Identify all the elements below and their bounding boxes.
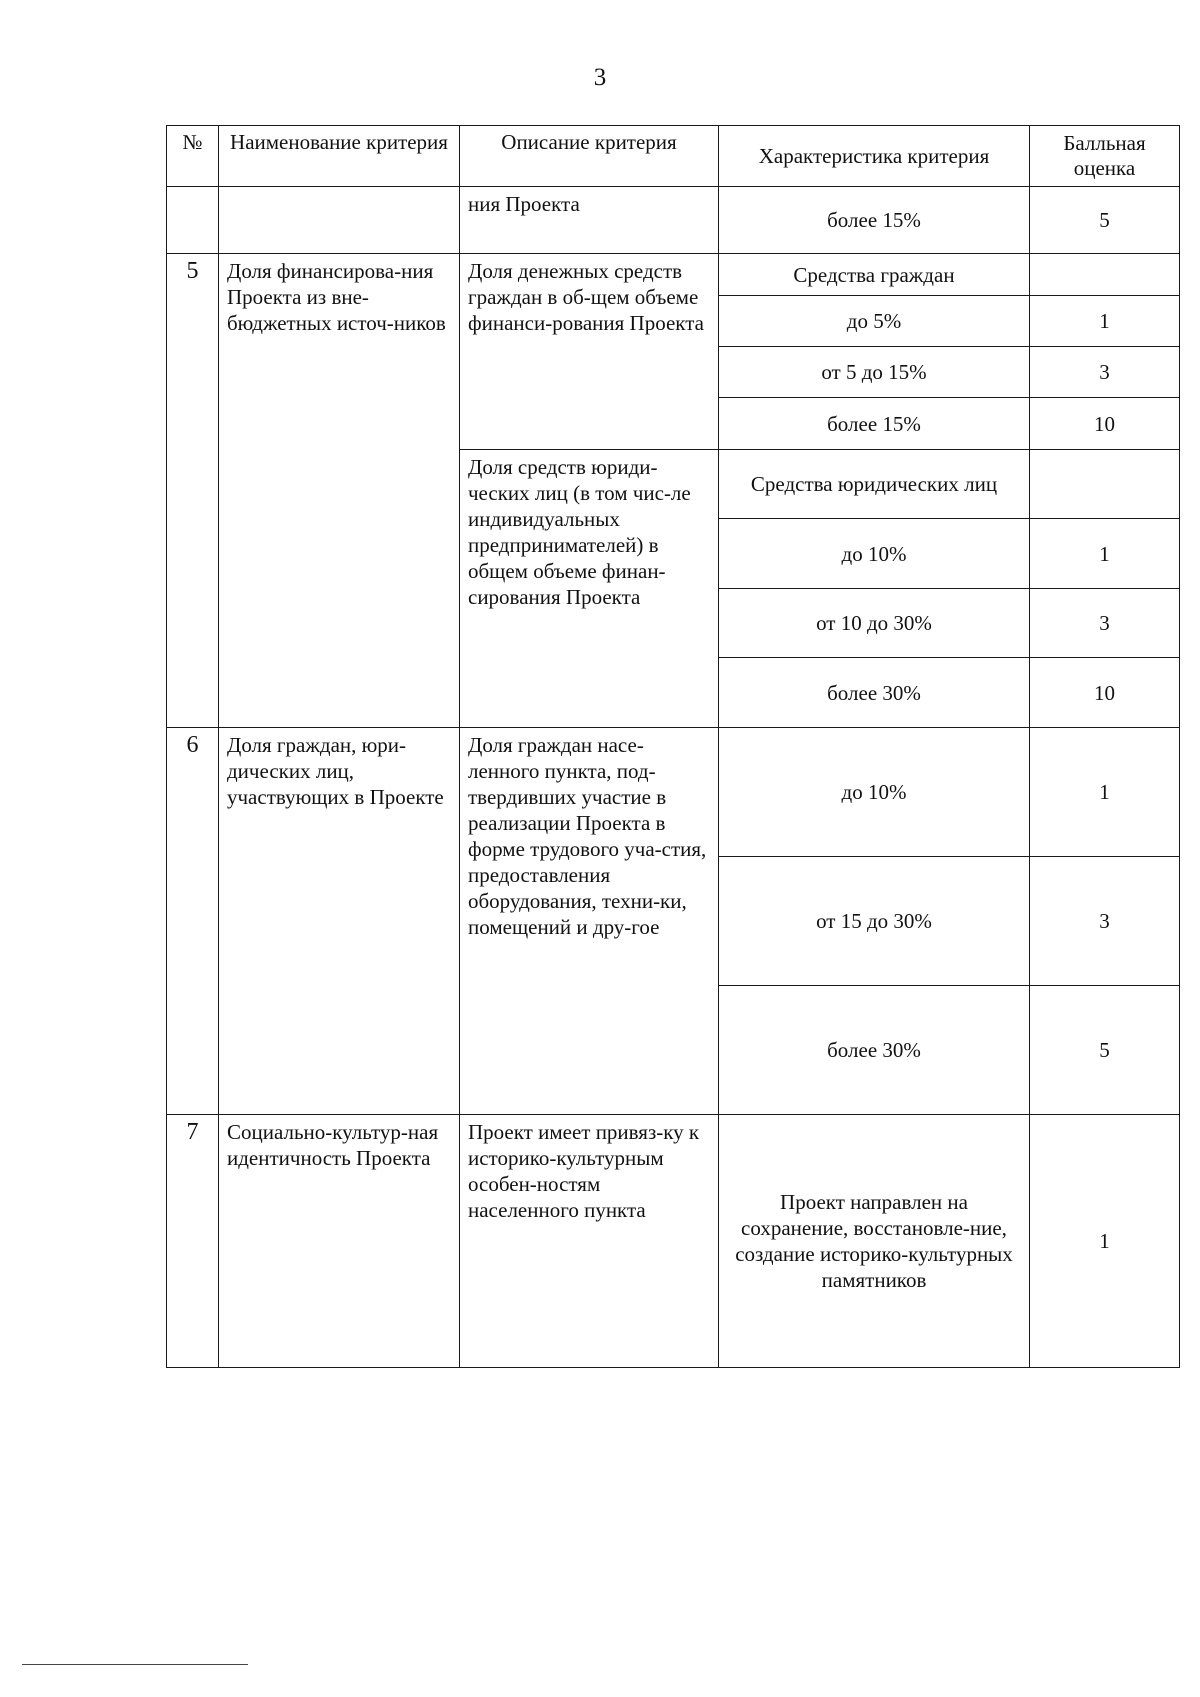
cell-characteristic: более 15% <box>719 187 1030 254</box>
cell-num <box>167 187 219 254</box>
cell-name <box>219 187 460 254</box>
cell-characteristic: от 5 до 15% <box>719 347 1030 398</box>
criterion-7-name: Социально-культур-ная идентичность Проекта <box>219 1115 460 1368</box>
cell-description: ния Проекта <box>460 187 719 254</box>
table-row <box>167 728 1180 857</box>
criterion-7-characteristic: Проект направлен на сохранение, восстановле-ние, создание историко-культурных памятников <box>719 1115 1030 1368</box>
criterion-5-group-2-description: Доля средств юриди-ческих лиц (в том чис-ле индивидуальных предпринимателей) в общем объеме финан-сирования Проекта <box>460 450 719 728</box>
cell-score: 10 <box>1030 658 1180 728</box>
cell-characteristic: от 15 до 30% <box>719 857 1030 986</box>
header-characteristic: Характеристика критерия <box>719 126 1030 187</box>
criterion-6-num: 6 <box>167 728 219 1115</box>
cell-score: 1 <box>1030 296 1180 347</box>
cell-characteristic: до 10% <box>719 728 1030 857</box>
criterion-7-description: Проект имеет привяз-ку к историко-культурным особен-ностям населенного пункта <box>460 1115 719 1368</box>
cell-score: 3 <box>1030 347 1180 398</box>
cell-score: 1 <box>1030 728 1180 857</box>
cell-score: 10 <box>1030 398 1180 450</box>
header-name: Наименование критерия <box>219 126 460 187</box>
criteria-table <box>166 125 1180 1368</box>
cell-score: 5 <box>1030 187 1180 254</box>
cell-characteristic: от 10 до 30% <box>719 589 1030 658</box>
cell-characteristic: до 10% <box>719 519 1030 589</box>
header-description: Описание критерия <box>460 126 719 187</box>
cell-characteristic: более 30% <box>719 658 1030 728</box>
criterion-6-name: Доля граждан, юри-дических лиц, участвующих в Проекте <box>219 728 460 1115</box>
criterion-5-num: 5 <box>167 254 219 728</box>
page-number: 3 <box>593 64 607 91</box>
cell-characteristic: до 5% <box>719 296 1030 347</box>
criterion-7-score: 1 <box>1030 1115 1180 1368</box>
header-score: Балльная оценка <box>1030 126 1180 187</box>
criterion-5-name: Доля финансирова-ния Проекта из вне-бюджетных источ-ников <box>219 254 460 728</box>
cell-characteristic: более 15% <box>719 398 1030 450</box>
criterion-5-group-2-heading: Средства юридических лиц <box>719 450 1030 519</box>
header-num: № <box>167 126 219 187</box>
cell-score: 1 <box>1030 519 1180 589</box>
cell-score: 3 <box>1030 857 1180 986</box>
criterion-6-description: Доля граждан насе-ленного пункта, под-твердивших участие в реализации Проекта в форме трудового уча-стия, предоставления оборудования, техни-ки, помещений и дру-гое <box>460 728 719 1115</box>
table-row <box>167 187 1180 254</box>
criterion-5-group-1-heading: Средства граждан <box>719 254 1030 296</box>
criterion-7-num: 7 <box>167 1115 219 1368</box>
criterion-5-group-1-description: Доля денежных средств граждан в об-щем объеме финанси-рования Проекта <box>460 254 719 450</box>
cell-score <box>1030 450 1180 519</box>
cell-score: 5 <box>1030 986 1180 1115</box>
cell-score <box>1030 254 1180 296</box>
table-row <box>167 1115 1180 1368</box>
footnote-separator-line <box>22 1664 248 1665</box>
table-row <box>167 254 1180 296</box>
cell-score: 3 <box>1030 589 1180 658</box>
table-header-row <box>167 126 1180 187</box>
cell-characteristic: более 30% <box>719 986 1030 1115</box>
